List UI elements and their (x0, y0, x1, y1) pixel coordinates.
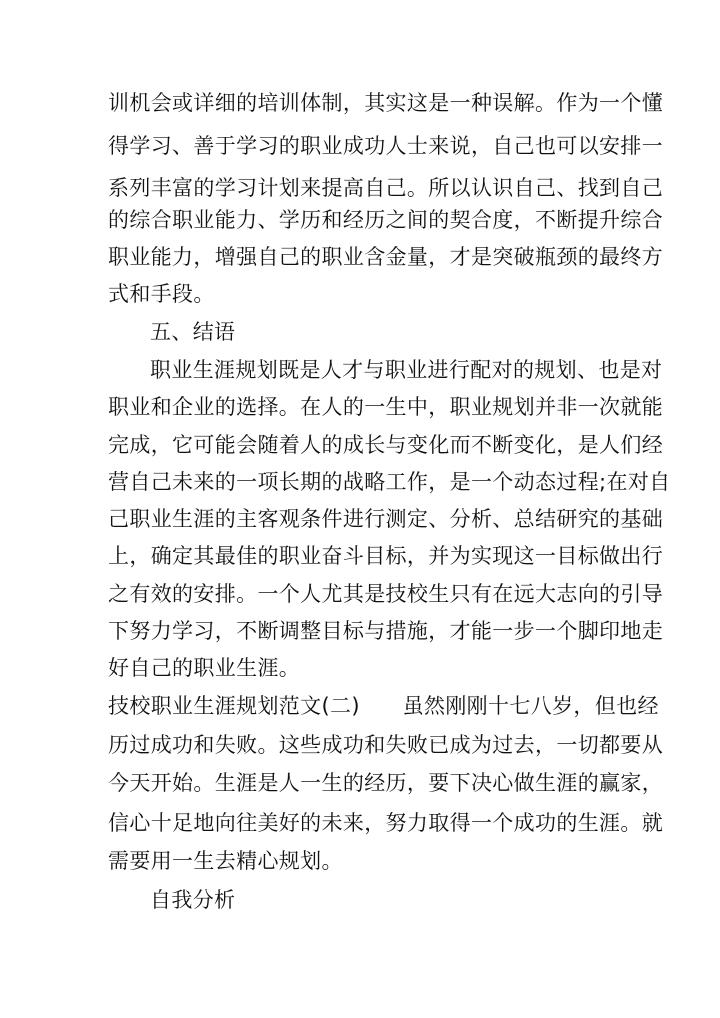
text-line: 完成，它可能会随着人的成长与变化而不断变化，是人们经 (108, 433, 664, 457)
text-line: 下努力学习，不断调整目标与措施，才能一步一个脚印地走 (108, 619, 664, 643)
section-heading: 自我分析 (150, 888, 236, 912)
text-line: 的综合职业能力、学历和经历之间的契合度，不断提升综合 (108, 208, 664, 232)
text-line: 职业和企业的选择。在人的一生中，职业规划并非一次就能 (108, 395, 664, 419)
text-line: 营自己未来的一项长期的战略工作，是一个动态过程;在对自 (108, 470, 671, 494)
text-line: 职业生涯规划既是人才与职业进行配对的规划、也是对 (150, 358, 663, 382)
text-line: 需要用一生去精心规划。 (108, 849, 343, 873)
text-line: 上，确定其最佳的职业奋斗目标，并为实现这一目标做出行 (108, 544, 664, 568)
text-line: 好自己的职业生涯。 (108, 656, 301, 680)
text-line: 式和手段。 (108, 282, 215, 306)
text-line: 训机会或详细的培训体制，其实这是一种误解。作为一个懂 (108, 91, 664, 115)
text-line: 信心十足地向往美好的未来，努力取得一个成功的生涯。就 (108, 811, 664, 835)
text-line: 得学习、善于学习的职业成功人士来说，自己也可以安排一 (108, 134, 664, 158)
text-line: 己职业生涯的主客观条件进行测定、分析、总结研究的基础 (108, 507, 664, 531)
text-line: 系列丰富的学习计划来提高自己。所以认识自己、找到自己 (108, 176, 664, 200)
text-line: 历过成功和失败。这些成功和失败已成为过去，一切都要从 (108, 733, 664, 757)
text-line: 今天开始。生涯是人一生的经历，要下决心做生涯的赢家， (108, 771, 664, 795)
text-line: 之有效的安排。一个人尤其是技校生只有在远大志向的引导 (108, 582, 664, 606)
section-heading: 五、结语 (150, 320, 236, 344)
text-line: 技校职业生涯规划范文(二) 虽然刚刚十七八岁，但也经 (108, 694, 659, 718)
text-line: 职业能力，增强自己的职业含金量，才是突破瓶颈的最终方 (108, 245, 664, 269)
